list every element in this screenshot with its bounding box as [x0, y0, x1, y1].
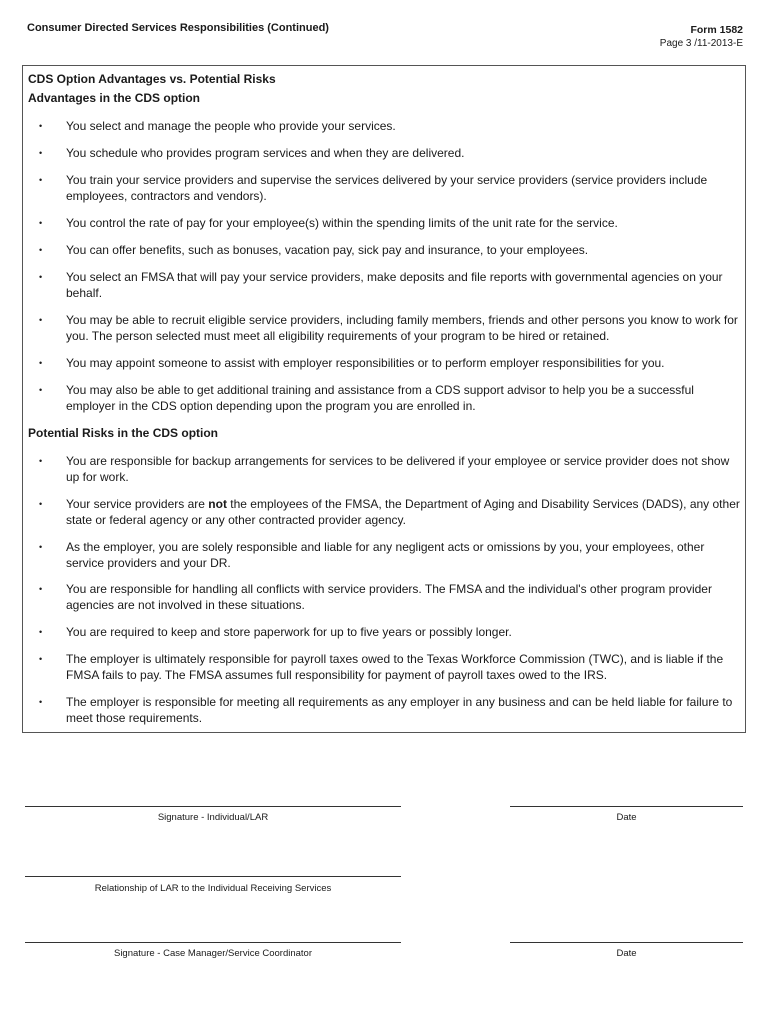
- form-number: Form 1582: [690, 24, 743, 36]
- risk-text: As the employer, you are solely responsible and liable for any negligent acts or omissions by you, your employees, other service providers and your DR.: [66, 540, 705, 570]
- form-info: [660, 24, 743, 50]
- bullet: •: [39, 121, 43, 131]
- signature-individual-line[interactable]: [25, 806, 401, 807]
- risk-text: You are responsible for handling all conflicts with service providers. The FMSA and the individual's other program provider agencies are not involved in these situations.: [66, 582, 712, 612]
- advantage-text: You can offer benefits, such as bonuses, vacation pay, sick pay and insurance, to your employees.: [66, 243, 589, 257]
- risk-text-emphasis: not: [208, 497, 227, 511]
- advantages-title: Advantages in the CDS option: [28, 91, 201, 105]
- bullet: •: [39, 456, 43, 466]
- risk-text: The employer is responsible for meeting all requirements as any employer in any business and can be held liable for failure to meet those requirements.: [66, 695, 733, 725]
- signature-case-manager-label: Signature - Case Manager/Service Coordinator: [113, 948, 312, 959]
- bullet: •: [39, 584, 43, 594]
- advantage-text: You may be able to recruit eligible service providers, including family members, friends and other persons you know to work for you. The person selected must meet all eligibility requirements of your program to be hired or retained.: [66, 313, 738, 343]
- advantage-text: You train your service providers and supervise the services delivered by your service providers (service providers include employees, contractors and vendors).: [66, 173, 708, 203]
- risk-text-part: Your service providers are: [66, 497, 209, 511]
- advantage-text: You may also be able to get additional training and assistance from a CDS support advisor to help you be a successful employer in the CDS option depending upon the program you are enrolled in.: [66, 383, 694, 413]
- date-1-line[interactable]: [510, 806, 743, 807]
- signature-case-manager-line[interactable]: [25, 942, 401, 943]
- page-title: Consumer Directed Services Responsibilities (Continued): [27, 22, 329, 34]
- risk-text: [66, 496, 740, 528]
- risk-text-part: the employees of the FMSA, the Department of Aging and Disability Services (DADS), any other state or federal agency or any other contracted provider agency.: [66, 497, 740, 527]
- risk-text: You are responsible for backup arrangements for services to be delivered if your employee or service provider does not show up for work.: [66, 454, 730, 484]
- bullet: •: [39, 654, 43, 664]
- bullet: •: [39, 385, 43, 395]
- bullet: •: [39, 148, 43, 158]
- bullet: •: [39, 272, 43, 282]
- signature-individual-label: Signature - Individual/LAR: [157, 812, 269, 823]
- bullet: •: [39, 315, 43, 325]
- bullet: •: [39, 542, 43, 552]
- relationship-line[interactable]: [25, 876, 401, 877]
- date-2-label: Date: [616, 948, 637, 959]
- advantage-text: You may appoint someone to assist with employer responsibilities or to perform employer responsibilities for you.: [66, 356, 665, 370]
- bullet: •: [39, 697, 43, 707]
- risks-title: Potential Risks in the CDS option: [28, 426, 219, 440]
- date-2-line[interactable]: [510, 942, 743, 943]
- bullet: •: [39, 627, 43, 637]
- relationship-label: Relationship of LAR to the Individual Receiving Services: [94, 883, 332, 894]
- advantage-text: You select an FMSA that will pay your service providers, make deposits and file reports with governmental agencies on your behalf.: [66, 270, 723, 300]
- bullet: •: [39, 218, 43, 228]
- advantage-text: You select and manage the people who provide your services.: [66, 119, 396, 133]
- section-title: CDS Option Advantages vs. Potential Risks: [28, 72, 276, 86]
- advantage-text: You control the rate of pay for your employee(s) within the spending limits of the unit rate for the service.: [66, 216, 618, 230]
- bullet: •: [39, 499, 43, 509]
- risk-text: You are required to keep and store paperwork for up to five years or possibly longer.: [66, 625, 512, 639]
- advantage-text: You schedule who provides program services and when they are delivered.: [66, 146, 465, 160]
- risk-text: The employer is ultimately responsible for payroll taxes owed to the Texas Workforce Commission (TWC), and is liable if the FMSA fails to pay. The FMSA assumes full responsibility for payment of payroll taxes owed to the IRS.: [66, 652, 724, 682]
- date-1-label: Date: [616, 812, 637, 823]
- bullet: •: [39, 175, 43, 185]
- bullet: •: [39, 245, 43, 255]
- page-info: Page 3 /11-2013-E: [659, 38, 743, 49]
- bullet: •: [39, 358, 43, 368]
- cds-comparison-box: [22, 65, 746, 733]
